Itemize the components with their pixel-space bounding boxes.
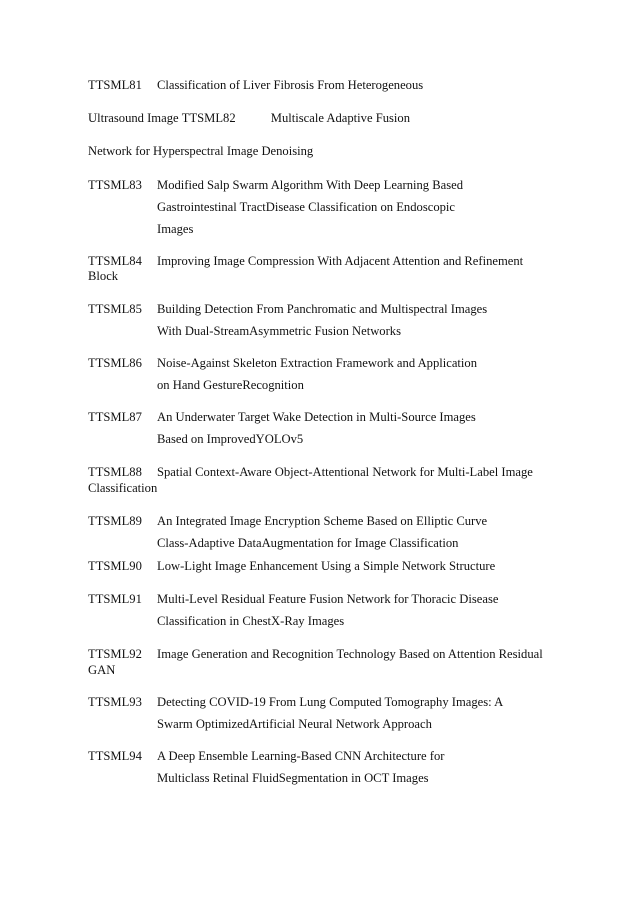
entry-title-line: Low-Light Image Enhancement Using a Simple Network Structure bbox=[157, 559, 496, 573]
entry-code: TTSML90 bbox=[88, 559, 142, 573]
entry-code: TTSML88 bbox=[88, 465, 142, 479]
entry-title-line: A Deep Ensemble Learning-Based CNN Architecture for bbox=[157, 749, 445, 763]
entry-code: TTSML91 bbox=[88, 592, 142, 606]
entry-code: TTSML89 bbox=[88, 514, 142, 528]
entry-title-line: With Dual-StreamAsymmetric Fusion Networks bbox=[157, 324, 401, 338]
entry-title-line: Images bbox=[157, 222, 194, 236]
entry-title-line: Spatial Context-Aware Object-Attentional Network for Multi-Label Image bbox=[157, 465, 533, 479]
entry-title-line: Based on ImprovedYOLOv5 bbox=[157, 432, 304, 446]
entry-title-wrap: Classification bbox=[88, 481, 158, 495]
entry-title-line: Multiscale Adaptive Fusion bbox=[270, 111, 411, 125]
entry-code: TTSML92 bbox=[88, 647, 142, 661]
entry-title-wrap: Block bbox=[88, 269, 119, 283]
entry-title-line: Multi-Level Residual Feature Fusion Network for Thoracic Disease bbox=[157, 592, 499, 606]
entry-title-line: An Integrated Image Encryption Scheme Based on Elliptic Curve bbox=[157, 514, 488, 528]
entry-code: TTSML85 bbox=[88, 302, 142, 316]
entry-code: TTSML87 bbox=[88, 410, 142, 424]
entry-code: TTSML84 bbox=[88, 254, 142, 268]
entry-lead-row bbox=[88, 112, 410, 125]
entry-lead-text: Ultrasound Image bbox=[88, 111, 179, 125]
entry-code: TTSML83 bbox=[88, 178, 142, 192]
entry-title-line: Building Detection From Panchromatic and Multispectral Images bbox=[157, 302, 488, 316]
entry-title-line: Gastrointestinal TractDisease Classification on Endoscopic bbox=[157, 200, 456, 214]
entry-code: TTSML93 bbox=[88, 695, 142, 709]
entry-title-line: Classification in ChestX-Ray Images bbox=[157, 614, 345, 628]
entry-title-line: Noise-Against Skeleton Extraction Framework and Application bbox=[157, 356, 478, 370]
entry-title-line: on Hand GestureRecognition bbox=[157, 378, 304, 392]
entry-title-line: Image Generation and Recognition Technology Based on Attention Residual bbox=[157, 647, 543, 661]
entry-code: TTSML94 bbox=[88, 749, 142, 763]
entry-code: TTSML81 bbox=[88, 78, 142, 92]
entry-title-line: Improving Image Compression With Adjacent Attention and Refinement bbox=[157, 254, 524, 268]
entry-lead-line: Network for Hyperspectral Image Denoising bbox=[88, 144, 314, 158]
entry-title-line: Classification of Liver Fibrosis From Heterogeneous bbox=[157, 78, 424, 92]
entry-title-wrap: GAN bbox=[88, 663, 116, 677]
entry-title-line: Class-Adaptive DataAugmentation for Image Classification bbox=[157, 536, 459, 550]
entry-title-line: An Underwater Target Wake Detection in Multi-Source Images bbox=[157, 410, 476, 424]
entry-code: TTSML86 bbox=[88, 356, 142, 370]
entry-title-line: Modified Salp Swarm Algorithm With Deep Learning Based bbox=[157, 178, 464, 192]
entry-code: TTSML82 bbox=[181, 111, 236, 125]
entry-title-line: Swarm OptimizedArtificial Neural Network Approach bbox=[157, 717, 432, 731]
entry-title-line: Multiclass Retinal FluidSegmentation in OCT Images bbox=[157, 771, 429, 785]
entry-title-line: Detecting COVID-19 From Lung Computed Tomography Images: A bbox=[157, 695, 504, 709]
